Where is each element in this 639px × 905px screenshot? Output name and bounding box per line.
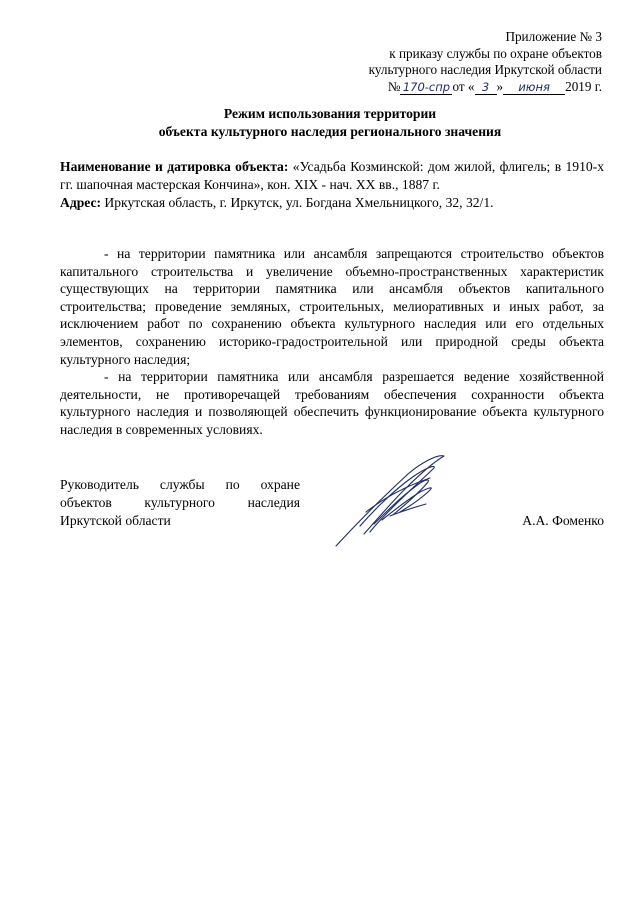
usage-rules	[60, 245, 604, 439]
document-title	[60, 105, 600, 141]
object-name-paragraph	[60, 158, 604, 194]
object-address-value: Иркутская область, г. Иркутск, ул. Богдана Хмельницкого, 32, 32/1.	[104, 195, 494, 210]
number-sign: №	[387, 78, 401, 94]
appendix-agency: культурного наследия Иркутской области	[368, 62, 602, 77]
object-address-paragraph	[60, 194, 604, 212]
signatory-position	[60, 476, 300, 530]
object-info	[60, 158, 604, 212]
rule-prohibited: - на территории памятника или ансамбля запрещаются строительство объектов капитального строительства и увеличение объемно-пространственных характеристик существующих на территории памятника или ансамбля объектов капитального строительства; проведение земляных, строительных, мелиоративных и иных работ, за исключением работ по сохранению объекта культурного наследия или его отдельных элементов, сохранению историко-градостроительной или природной среды объекта культурного наследия;	[60, 246, 604, 367]
appendix-title: Приложение № 3	[505, 29, 602, 44]
handwritten-signature	[330, 452, 450, 550]
appendix-order-ref: к приказу службы по охране объектов	[389, 45, 602, 61]
appendix-header	[302, 29, 602, 95]
title-line-2: объекта культурного наследия регионального значения	[158, 124, 502, 139]
object-name-label: Наименование и датировка объекта:	[60, 159, 289, 174]
signatory-position-line-2: объектов культурного наследия	[60, 495, 300, 510]
object-name-value: «Усадьба Козминской: дом жилой, флигель; в 1910-х гг. шапочная мастерская Кончина», кон. XIX - нач. XX вв., 1887 г.	[60, 159, 604, 192]
object-address-label: Адрес:	[60, 195, 102, 210]
date-from-label: от «	[452, 78, 475, 94]
order-number-handwritten: 170-спр	[400, 81, 452, 95]
order-day-handwritten: 3	[475, 81, 497, 95]
order-month-handwritten: июня	[503, 81, 565, 95]
signatory-name: А.А. Фоменко	[522, 513, 604, 528]
rule-permitted: - на территории памятника или ансамбля разрешается ведение хозяйственной деятельности, не противоречащей требованиям обеспечения сохранности объекта культурного наследия и позволяющей обеспечить функционирование объекта культурного наследия в современных условиях.	[60, 369, 604, 437]
appendix-number-line	[302, 79, 602, 96]
signatory-position-line-1: Руководитель службы по охране	[60, 477, 300, 492]
title-line-1: Режим использования территории	[223, 106, 437, 121]
order-year: 2019 г.	[565, 78, 602, 94]
signatory-position-line-3: Иркутской области	[60, 513, 171, 528]
date-day-close: »	[496, 78, 504, 94]
